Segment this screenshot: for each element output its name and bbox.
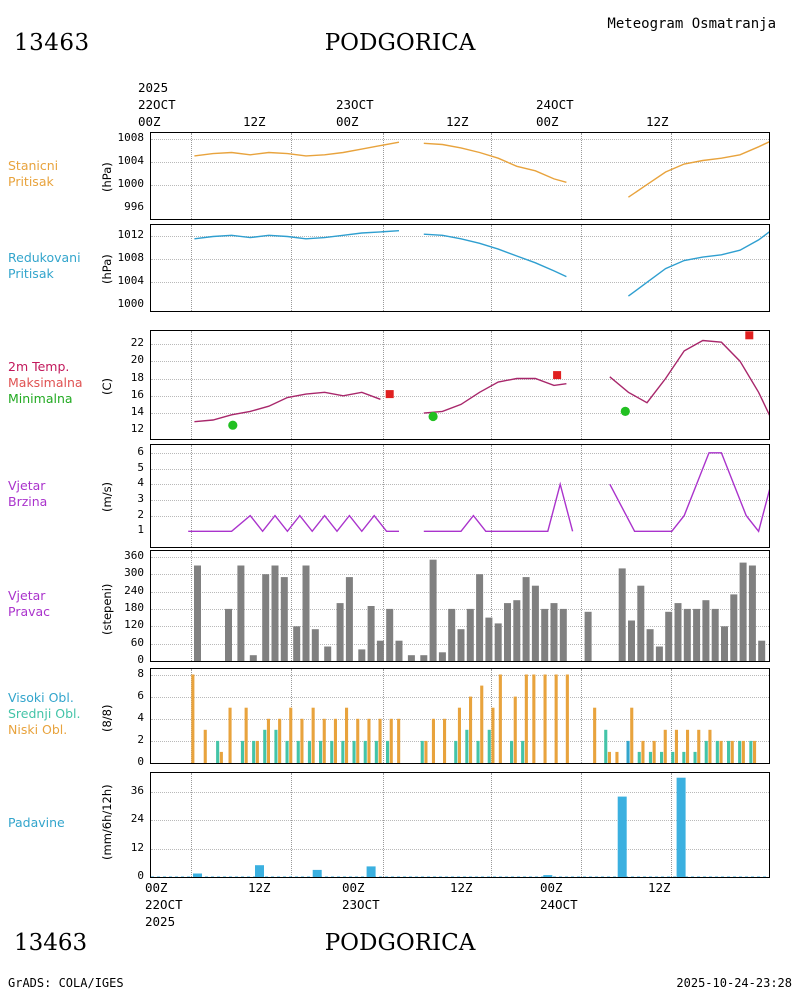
bar: [386, 609, 393, 661]
bar: [262, 574, 269, 661]
y-tick-label: 4: [137, 476, 144, 490]
row-label-temperature: Minimalna: [8, 391, 73, 406]
series-station-pressure: [151, 133, 769, 219]
row-label-reduced-pressure: Redukovani: [8, 250, 81, 265]
bar-low-cloud: [367, 719, 370, 763]
panel-wind-speed: [150, 444, 770, 548]
bottom-time-label: 12Z: [450, 880, 473, 895]
bar: [585, 612, 592, 661]
bar: [637, 586, 644, 661]
bar-low-cloud: [356, 719, 359, 763]
top-time-label: 12Z: [646, 114, 669, 129]
row-label-wind-speed: Vjetar: [8, 478, 46, 493]
y-tick-label: 18: [130, 370, 144, 384]
bar: [523, 577, 530, 661]
y-tick-label: 24: [130, 812, 144, 826]
series-temperature: [151, 331, 769, 439]
panel-precipitation: [150, 772, 770, 878]
y-tick-label: 300: [124, 566, 144, 580]
bar: [532, 586, 539, 661]
bar-mid-cloud: [364, 741, 367, 763]
y-tick-label: 996: [124, 199, 144, 213]
bar: [485, 618, 492, 661]
y-tick-label: 4: [137, 710, 144, 724]
bar-mid-cloud: [510, 741, 513, 763]
bar-low-cloud: [615, 752, 618, 763]
bar: [647, 629, 654, 661]
bottom-time-label: 12Z: [648, 880, 671, 895]
bar: [193, 874, 202, 878]
bar: [656, 647, 663, 662]
bar-low-cloud: [220, 752, 223, 763]
y-tick-label: 20: [130, 353, 144, 367]
top-time-label: 12Z: [446, 114, 469, 129]
bar: [346, 577, 353, 661]
y-tick-label: 60: [130, 635, 144, 649]
y-tick-label: 6: [137, 688, 144, 702]
bar-low-cloud: [491, 708, 494, 763]
bar-low-cloud: [229, 708, 232, 763]
bar-low-cloud: [532, 675, 535, 764]
bar: [619, 568, 626, 661]
bar: [337, 603, 344, 661]
row-label-station-pressure: Stanicni: [8, 158, 59, 173]
y-tick-label: 0: [137, 653, 144, 666]
line-segment: [610, 453, 769, 532]
bar-low-cloud: [514, 697, 517, 763]
min-temp-marker: [621, 407, 630, 416]
y-tick-label: 16: [130, 387, 144, 401]
bar-mid-cloud: [286, 741, 289, 763]
y-tick-label: 5: [137, 460, 144, 474]
bar-mid-cloud: [465, 730, 468, 763]
bar-mid-cloud: [297, 741, 300, 763]
bar-low-cloud: [191, 675, 194, 764]
bar-low-cloud: [432, 719, 435, 763]
bar-low-cloud: [544, 675, 547, 764]
bar: [396, 641, 403, 661]
bar-mid-cloud: [604, 730, 607, 763]
line-segment: [188, 516, 399, 532]
bar-mid-cloud: [660, 752, 663, 763]
bar-mid-cloud: [330, 741, 333, 763]
bar-mid-cloud: [353, 741, 356, 763]
y-tick-label: 3: [137, 491, 144, 505]
y-tick-label: 1008: [117, 130, 144, 144]
bar: [368, 606, 375, 661]
row-label-clouds: Niski Obl.: [8, 722, 68, 737]
bar-mid-cloud: [705, 741, 708, 763]
y-tick-label: 36: [130, 783, 144, 797]
bar-low-cloud: [641, 741, 644, 763]
bar: [560, 609, 567, 661]
y-tick-label: 360: [124, 548, 144, 562]
bar-low-cloud: [608, 752, 611, 763]
bottom-time-label: 00Z: [145, 880, 168, 895]
bar-low-cloud: [312, 708, 315, 763]
panel-wind-direction: [150, 550, 770, 662]
plot-area-clouds: [151, 669, 769, 763]
plot-area-reduced-pressure: [151, 225, 769, 311]
y-tick-label: 180: [124, 600, 144, 614]
top-time-label: 22OCT: [138, 97, 176, 112]
bar-low-cloud: [664, 730, 667, 763]
bar-mid-cloud: [477, 741, 480, 763]
bar: [665, 612, 672, 661]
bar-mid-cloud: [727, 741, 730, 763]
bar: [303, 566, 310, 662]
bar: [281, 577, 288, 661]
bar-low-cloud: [697, 730, 700, 763]
bar-mid-cloud: [341, 741, 344, 763]
bar: [377, 641, 384, 661]
bar: [408, 655, 415, 661]
panel-clouds: [150, 668, 770, 764]
bar-mid-cloud: [694, 752, 697, 763]
bottom-time-label: 2025: [145, 914, 176, 929]
bar-mid-cloud: [263, 730, 266, 763]
bar-low-cloud: [753, 741, 756, 763]
bar: [749, 566, 756, 662]
y-tick-label: 1004: [117, 274, 144, 288]
bar-mid-cloud: [749, 741, 752, 763]
plot-area-wind-direction: [151, 551, 769, 661]
min-temp-marker: [228, 421, 237, 430]
bar: [448, 609, 455, 661]
y-tick-label: 240: [124, 583, 144, 597]
bottom-time-label: 24OCT: [540, 897, 578, 912]
series-precipitation: [151, 773, 769, 877]
axis-unit-wind-direction: (stepeni): [100, 583, 114, 635]
y-tick-label: 2: [137, 732, 144, 746]
bar: [730, 594, 737, 661]
line-segment: [424, 379, 567, 414]
bar-low-cloud: [278, 719, 281, 763]
row-label-temperature: 2m Temp.: [8, 359, 70, 374]
bar: [684, 609, 691, 661]
line-segment: [610, 341, 769, 419]
line-segment: [194, 142, 399, 156]
bar-low-cloud: [675, 730, 678, 763]
min-temp-marker: [429, 412, 438, 421]
bar-mid-cloud: [454, 741, 457, 763]
bottom-time-label: 00Z: [540, 880, 563, 895]
timestamp-text: 2025-10-24-23:28: [676, 976, 792, 990]
bar-low-cloud: [267, 719, 270, 763]
bar: [237, 566, 244, 662]
bar: [420, 655, 427, 661]
axis-unit-clouds: (8/8): [100, 704, 114, 732]
bar: [541, 609, 548, 661]
bar: [272, 566, 279, 662]
series-clouds: [151, 669, 769, 763]
bar: [255, 865, 264, 877]
row-label-temperature: Maksimalna: [8, 375, 83, 390]
bar: [551, 603, 558, 661]
bar-mid-cloud: [274, 730, 277, 763]
top-time-label: 00Z: [138, 114, 161, 129]
bar: [250, 655, 257, 661]
bar: [439, 652, 446, 661]
bar: [313, 870, 322, 877]
series-wind-speed: [151, 445, 769, 547]
bar: [367, 866, 376, 877]
top-time-label: 00Z: [536, 114, 559, 129]
bottom-time-label: 00Z: [342, 880, 365, 895]
bar-low-cloud: [289, 708, 292, 763]
bar: [504, 603, 511, 661]
bar: [618, 797, 627, 877]
bar: [293, 626, 300, 661]
bar: [312, 629, 319, 661]
bar: [758, 641, 765, 661]
bar: [702, 600, 709, 661]
row-label-wind-speed: Brzina: [8, 494, 48, 509]
top-time-label: 12Z: [243, 114, 266, 129]
bar-high-cloud: [627, 741, 630, 763]
row-label-wind-direction: Pravac: [8, 604, 51, 619]
footer-station-id: 13463: [14, 930, 88, 956]
bar-mid-cloud: [682, 752, 685, 763]
row-label-wind-direction: Vjetar: [8, 588, 46, 603]
y-tick-label: 120: [124, 618, 144, 632]
y-tick-label: 1004: [117, 153, 144, 167]
meteogram-subtitle: Meteogram Osmatranja: [607, 16, 776, 32]
credit-text: GrADS: COLA/IGES: [8, 976, 124, 990]
bar: [194, 566, 201, 662]
y-tick-label: 2: [137, 507, 144, 521]
row-label-clouds: Srednji Obl.: [8, 706, 81, 721]
bottom-time-label: 22OCT: [145, 897, 183, 912]
plot-area-station-pressure: [151, 133, 769, 219]
line-segment: [628, 141, 769, 197]
bar-low-cloud: [555, 675, 558, 764]
y-tick-label: 0: [137, 755, 144, 768]
axis-unit-reduced-pressure: (hPa): [100, 254, 114, 284]
bar: [677, 778, 686, 877]
bar-low-cloud: [256, 741, 259, 763]
row-label-precipitation: Padavine: [8, 815, 65, 830]
station-name-title: PODGORICA: [324, 30, 476, 56]
bar-low-cloud: [245, 708, 248, 763]
bottom-time-label: 12Z: [248, 880, 271, 895]
y-tick-label: 6: [137, 444, 144, 458]
max-temp-marker: [386, 390, 394, 398]
series-wind-direction: [151, 551, 769, 661]
bar: [476, 574, 483, 661]
bar-mid-cloud: [521, 741, 524, 763]
row-label-station-pressure: Pritisak: [8, 174, 54, 189]
bar-low-cloud: [424, 741, 427, 763]
y-tick-label: 1: [137, 523, 144, 537]
bar: [628, 621, 635, 662]
top-time-label: 23OCT: [336, 97, 374, 112]
panel-temperature: [150, 330, 770, 440]
y-tick-label: 14: [130, 405, 144, 419]
bar-mid-cloud: [216, 741, 219, 763]
y-tick-label: 1000: [117, 297, 144, 311]
bar-low-cloud: [204, 730, 207, 763]
bar-mid-cloud: [738, 741, 741, 763]
bar-mid-cloud: [421, 741, 424, 763]
bar-low-cloud: [525, 675, 528, 764]
panel-reduced-pressure: [150, 224, 770, 312]
bar: [693, 609, 700, 661]
line-segment: [424, 484, 573, 531]
bar-mid-cloud: [638, 752, 641, 763]
bar-mid-cloud: [386, 741, 389, 763]
bar: [358, 649, 365, 661]
bar: [513, 600, 520, 661]
bar-mid-cloud: [252, 741, 255, 763]
max-temp-marker: [745, 331, 753, 339]
bar: [458, 629, 465, 661]
bar-low-cloud: [593, 708, 596, 763]
bar-low-cloud: [566, 675, 569, 764]
bar-mid-cloud: [488, 730, 491, 763]
bar-low-cloud: [469, 697, 472, 763]
plot-area-temperature: [151, 331, 769, 439]
bar-mid-cloud: [716, 741, 719, 763]
series-reduced-pressure: [151, 225, 769, 311]
footer-station-name: PODGORICA: [324, 930, 476, 956]
bar-low-cloud: [458, 708, 461, 763]
bar: [675, 603, 682, 661]
bar-low-cloud: [499, 675, 502, 764]
bar-low-cloud: [334, 719, 337, 763]
bar-low-cloud: [630, 708, 633, 763]
bar-low-cloud: [397, 719, 400, 763]
bar-mid-cloud: [375, 741, 378, 763]
plot-area-precipitation: [151, 773, 769, 877]
bar-low-cloud: [300, 719, 303, 763]
y-tick-label: 12: [130, 840, 144, 854]
y-tick-label: 8: [137, 666, 144, 680]
bar-low-cloud: [480, 686, 483, 763]
bar: [721, 626, 728, 661]
y-tick-label: 1012: [117, 228, 144, 242]
y-tick-label: 1000: [117, 176, 144, 190]
y-tick-label: 22: [130, 335, 144, 349]
bar-low-cloud: [742, 741, 745, 763]
bar: [712, 609, 719, 661]
top-time-label: 00Z: [336, 114, 359, 129]
bar-low-cloud: [390, 719, 393, 763]
line-segment: [194, 231, 399, 239]
bar-low-cloud: [379, 719, 382, 763]
bar-low-cloud: [345, 708, 348, 763]
bottom-time-label: 23OCT: [342, 897, 380, 912]
bar: [324, 647, 331, 662]
panel-station-pressure: [150, 132, 770, 220]
page-title: 13463: [14, 30, 90, 56]
axis-unit-temperature: (C): [100, 377, 114, 395]
bar-low-cloud: [653, 741, 656, 763]
axis-unit-station-pressure: (hPa): [100, 162, 114, 192]
axis-unit-wind-speed: (m/s): [100, 481, 114, 512]
bar-low-cloud: [708, 730, 711, 763]
y-tick-label: 12: [130, 422, 144, 436]
bar-mid-cloud: [319, 741, 322, 763]
bar: [467, 609, 474, 661]
bar-mid-cloud: [671, 752, 674, 763]
bar-low-cloud: [720, 741, 723, 763]
line-segment: [424, 234, 567, 276]
line-segment: [194, 392, 380, 421]
axis-unit-precipitation: (mm/6h/12h): [100, 784, 114, 861]
max-temp-marker: [553, 371, 561, 379]
line-segment: [424, 143, 567, 182]
row-label-reduced-pressure: Pritisak: [8, 266, 54, 281]
bar-low-cloud: [443, 719, 446, 763]
bar-low-cloud: [686, 730, 689, 763]
bar: [495, 623, 502, 661]
row-label-clouds: Visoki Obl.: [8, 690, 74, 705]
bar-low-cloud: [731, 741, 734, 763]
bar-mid-cloud: [308, 741, 311, 763]
plot-area-wind-speed: [151, 445, 769, 547]
bar-mid-cloud: [241, 741, 244, 763]
bar: [430, 560, 437, 661]
top-time-label: 2025: [138, 80, 169, 95]
top-time-label: 24OCT: [536, 97, 574, 112]
bar: [740, 563, 747, 661]
bar-mid-cloud: [649, 752, 652, 763]
bar: [225, 609, 232, 661]
bar-low-cloud: [323, 719, 326, 763]
line-segment: [628, 231, 769, 296]
y-tick-label: 1008: [117, 251, 144, 265]
y-tick-label: 0: [137, 869, 144, 882]
